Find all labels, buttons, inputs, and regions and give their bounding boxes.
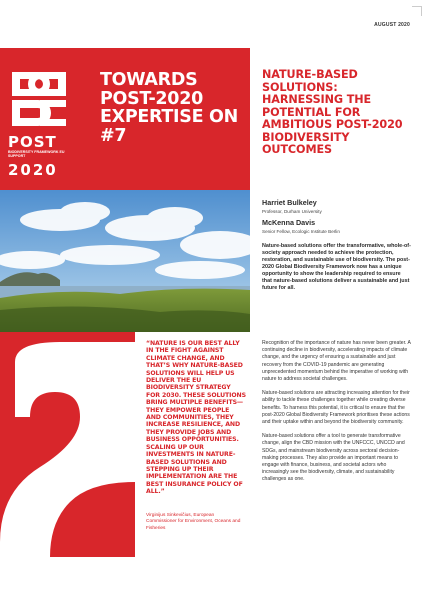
article-title: NATURE-BASED SOLUTIONS: HARNESSING THE POTENTIAL FOR AMBITIOUS POST-2020 BIODIVERSITY OUTCOMES — [262, 68, 403, 156]
body-paragraph: Nature-based solutions offer a tool to generate transformative change, align the CBD mission with the UNFCCC, UNCCD and SDGs, and mainstream biodiversity across sectoral decision-making processes. They also provide an important means to engage with finance, business, and societal actors who increasingly see the biodiversity, climate, and sustainability challenges as one. — [262, 433, 405, 483]
pull-quote: “NATURE IS OUR BEST ALLY IN THE FIGHT AGAINST CLIMATE CHANGE, AND THAT’S WHY NATURE-BASED SOLUTIONS WILL HELP US DELIVER THE EU BIODIVERSITY STRATEGY FOR 2030. THESE SOLUTIONS BRING MULTIPLE BENEFITS— THEY EMPOWER PEOPLE AND COMMUNITIES, THEY INCREASE RESILIENCE, AND THEY PROVIDE JOBS AND BUSINESS OPPORTUNITIES. SCALING UP OUR INVESTMENTS IN NATURE-BASED SOLUTIONS AND STEPPING UP THEIR IMPLEMENTATION ARE THE BEST INSURANCE POLICY OF ALL.” — [146, 340, 246, 496]
landscape-photo — [0, 190, 250, 332]
article-body — [262, 340, 412, 491]
page-number: 22 — [12, 576, 18, 582]
post-2020-logo-icon — [8, 68, 70, 130]
logo-wordmark: POST — [8, 133, 57, 151]
author-name: McKenna Davis — [262, 218, 316, 227]
author-affiliation: Professor, Durham University — [262, 209, 322, 214]
series-title: TOWARDS POST-2020 EXPERTISE ON #7 — [100, 70, 238, 146]
author-block — [262, 198, 322, 214]
quote-attribution: Virginijus Sinkevičius, European Commissioner for Environment, Oceans and Fisheries — [146, 513, 241, 531]
large-numeral-graphic — [0, 332, 135, 598]
author-name: Harriet Bulkeley — [262, 198, 317, 207]
publication-date: AUGUST 2020 — [374, 22, 410, 28]
body-paragraph: Nature-based solutions are attracting increasing attention for their ability to tackle these challenges together while creating diverse benefits. To harness this potential, it is critical to ensure that the post-2020 Global Biodiversity Framework prioritises these actions and their uptake within and beyond the biodiversity community. — [262, 390, 410, 426]
author-block — [262, 218, 340, 234]
logo-year: 2020 — [8, 161, 58, 179]
logo-subtitle: BIODIVERSITY FRAMEWORK EU SUPPORT — [8, 150, 65, 159]
article-abstract: Nature-based solutions offer the transformative, whole-of-society approach needed to achieve the protection, restoration, and sustainable use of biodiversity. The post-2020 Global Biodiversity Framework now has a unique opportunity to show the leadership required to ensure that nature-based solutions deliver a sustainable and just future for all. — [262, 243, 411, 291]
page-corner-mark — [412, 6, 422, 16]
body-paragraph: Recognition of the importance of nature has never been greater. A continuing decline in biodiversity, accelerating impacts of climate change, and the urgency of ensuring a sustainable and just recovery from the COVID-19 pandemic are generating unprecedented momentum behind the imperative of working with nature to address societal challenges. — [262, 340, 411, 383]
author-affiliation: Senior Fellow, Ecologic Institute Berlin — [262, 229, 340, 234]
